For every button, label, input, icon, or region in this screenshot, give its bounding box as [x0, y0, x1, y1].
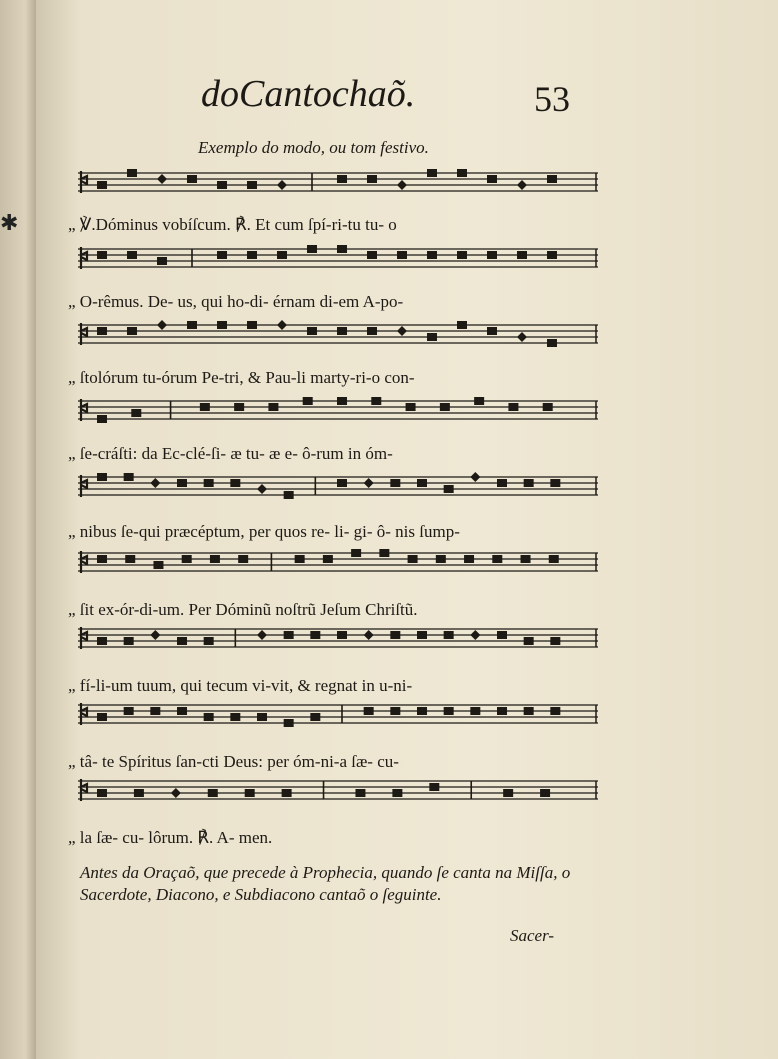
lyric-line-6: „ ſit ex-ór-di-um. Per Dóminũ noſtrũ Jeſum Chriſtũ. [68, 600, 418, 619]
square-neume [487, 327, 497, 335]
square-neume [392, 789, 402, 797]
rhombus-neume [150, 478, 160, 488]
square-neume [427, 169, 437, 177]
square-neume [310, 713, 320, 721]
square-neume [245, 789, 255, 797]
square-neume [427, 333, 437, 341]
square-neume [337, 479, 347, 487]
square-neume [307, 327, 317, 335]
square-neume [367, 327, 377, 335]
square-neume [153, 561, 163, 569]
square-neume [124, 473, 134, 481]
square-neume [284, 719, 294, 727]
square-neume [351, 549, 361, 557]
running-title: doCantochaõ. [201, 73, 416, 115]
square-neume [97, 181, 107, 189]
facing-page-edge [0, 0, 36, 1059]
square-neume [125, 555, 135, 563]
square-neume [238, 555, 248, 563]
c-clef [81, 703, 87, 725]
square-neume [284, 631, 294, 639]
lyric-line-1: „ ℣.Dóminus vobíſcum. ℟. Et cum ſpí-ri-tu tu- o [68, 215, 397, 234]
square-neume [521, 555, 531, 563]
book-page [36, 0, 778, 1059]
square-neume [464, 555, 474, 563]
square-neume [497, 707, 507, 715]
square-neume [247, 321, 257, 329]
c-clef [81, 247, 87, 269]
square-neume [210, 555, 220, 563]
square-neume [234, 403, 244, 411]
square-neume [436, 555, 446, 563]
catchword: Sacer- [510, 926, 555, 945]
square-neume [355, 789, 365, 797]
square-neume [247, 251, 257, 259]
square-neume [492, 555, 502, 563]
chant-notation [74, 165, 610, 835]
square-neume [295, 555, 305, 563]
square-neume [440, 403, 450, 411]
rhombus-neume [171, 788, 181, 798]
example-caption: Exemplo do modo, ou tom festivo. [198, 138, 429, 157]
square-neume [549, 555, 559, 563]
square-neume [524, 637, 534, 645]
square-neume [307, 245, 317, 253]
square-neume [97, 789, 107, 797]
square-neume [127, 251, 137, 259]
square-neume [177, 707, 187, 715]
c-clef [81, 779, 87, 801]
square-neume [177, 479, 187, 487]
square-neume [217, 181, 227, 189]
square-neume [379, 549, 389, 557]
square-neume [208, 789, 218, 797]
c-clef [81, 551, 87, 573]
rhombus-neume [157, 320, 167, 330]
square-neume [157, 257, 167, 265]
rhombus-neume [397, 180, 407, 190]
square-neume [474, 397, 484, 405]
square-neume [397, 251, 407, 259]
square-neume [303, 397, 313, 405]
square-neume [187, 175, 197, 183]
square-neume [182, 555, 192, 563]
square-neume [337, 327, 347, 335]
c-clef [81, 627, 87, 649]
square-neume [547, 251, 557, 259]
lyric-line-2: „ O-rêmus. De- us, qui ho-di- érnam di-em A-po- [68, 292, 404, 311]
square-neume [217, 321, 227, 329]
square-neume [97, 713, 107, 721]
square-neume [543, 403, 553, 411]
margin-asterisk: ✱ [0, 210, 19, 235]
rhombus-neume [397, 326, 407, 336]
rhombus-neume [517, 332, 527, 342]
square-neume [97, 473, 107, 481]
square-neume [323, 555, 333, 563]
square-neume [204, 479, 214, 487]
square-neume [457, 251, 467, 259]
square-neume [457, 169, 467, 177]
rhombus-neume [277, 320, 287, 330]
square-neume [230, 479, 240, 487]
square-neume [97, 637, 107, 645]
square-neume [503, 789, 513, 797]
rhombus-neume [277, 180, 287, 190]
square-neume [457, 321, 467, 329]
lyric-line-3: „ ſtolórum tu-órum Pe-tri, & Pau-li marty-ri-o con- [68, 368, 415, 387]
square-neume [524, 707, 534, 715]
c-clef [81, 475, 87, 497]
rhombus-neume [257, 630, 267, 640]
rhombus-neume [470, 472, 480, 482]
square-neume [444, 707, 454, 715]
square-neume [497, 479, 507, 487]
c-clef [81, 399, 87, 421]
c-clef [81, 323, 87, 345]
rubric-text: Antes da Oraçaõ, que precede à Prophecia, quando ſe canta na Miſſa, o Sacerdote, Diacono, e Subdiacono cantaõ o ſeguinte. [80, 863, 571, 904]
lyric-line-9: „ la ſæ- cu- lôrum. ℟. A- men. [68, 828, 273, 847]
square-neume [97, 327, 107, 335]
square-neume [406, 403, 416, 411]
square-neume [540, 789, 550, 797]
lyric-line-8: „ tâ- te Spíritus ſan-cti Deus: per óm-ni-a ſæ- cu- [68, 752, 399, 771]
square-neume [124, 707, 134, 715]
square-neume [310, 631, 320, 639]
square-neume [127, 327, 137, 335]
square-neume [547, 339, 557, 347]
square-neume [204, 713, 214, 721]
square-neume [200, 403, 210, 411]
c-clef [81, 171, 87, 193]
square-neume [337, 245, 347, 253]
square-neume [337, 175, 347, 183]
square-neume [177, 637, 187, 645]
square-neume [390, 631, 400, 639]
square-neume [470, 707, 480, 715]
lyric-line-5: „ nibus ſe-qui præcéptum, per quos re- li- gi- ô- nis ſump- [68, 522, 460, 541]
square-neume [230, 713, 240, 721]
square-neume [127, 169, 137, 177]
square-neume [257, 713, 267, 721]
square-neume [97, 251, 107, 259]
rhombus-neume [364, 630, 374, 640]
lyric-line-4: „ ſe-cráſti: da Ec-clé-ſi- æ tu- æ e- ô-rum in óm- [68, 444, 393, 463]
square-neume [268, 403, 278, 411]
square-neume [364, 707, 374, 715]
square-neume [277, 251, 287, 259]
square-neume [97, 555, 107, 563]
square-neume [150, 707, 160, 715]
square-neume [550, 637, 560, 645]
square-neume [371, 397, 381, 405]
square-neume [134, 789, 144, 797]
square-neume [247, 181, 257, 189]
square-neume [337, 631, 347, 639]
square-neume [187, 321, 197, 329]
square-neume [547, 175, 557, 183]
square-neume [337, 397, 347, 405]
square-neume [497, 631, 507, 639]
rhombus-neume [150, 630, 160, 640]
rhombus-neume [364, 478, 374, 488]
square-neume [284, 491, 294, 499]
square-neume [444, 631, 454, 639]
square-neume [417, 631, 427, 639]
rhombus-neume [517, 180, 527, 190]
square-neume [444, 485, 454, 493]
square-neume [282, 789, 292, 797]
page-number: 53 [534, 79, 570, 119]
square-neume [524, 479, 534, 487]
square-neume [97, 415, 107, 423]
square-neume [487, 175, 497, 183]
square-neume [367, 175, 377, 183]
square-neume [367, 251, 377, 259]
square-neume [124, 637, 134, 645]
rhombus-neume [257, 484, 267, 494]
square-neume [508, 403, 518, 411]
square-neume [427, 251, 437, 259]
neume-staves [74, 165, 610, 835]
square-neume [390, 479, 400, 487]
square-neume [550, 707, 560, 715]
rhombus-neume [157, 174, 167, 184]
lyric-line-7: „ fí-li-um tuum, qui tecum vi-vit, & regnat in u-ni- [68, 676, 413, 695]
square-neume [417, 707, 427, 715]
square-neume [487, 251, 497, 259]
square-neume [204, 637, 214, 645]
square-neume [131, 409, 141, 417]
square-neume [429, 783, 439, 791]
square-neume [217, 251, 227, 259]
square-neume [517, 251, 527, 259]
rhombus-neume [470, 630, 480, 640]
square-neume [550, 479, 560, 487]
square-neume [417, 479, 427, 487]
square-neume [390, 707, 400, 715]
square-neume [408, 555, 418, 563]
